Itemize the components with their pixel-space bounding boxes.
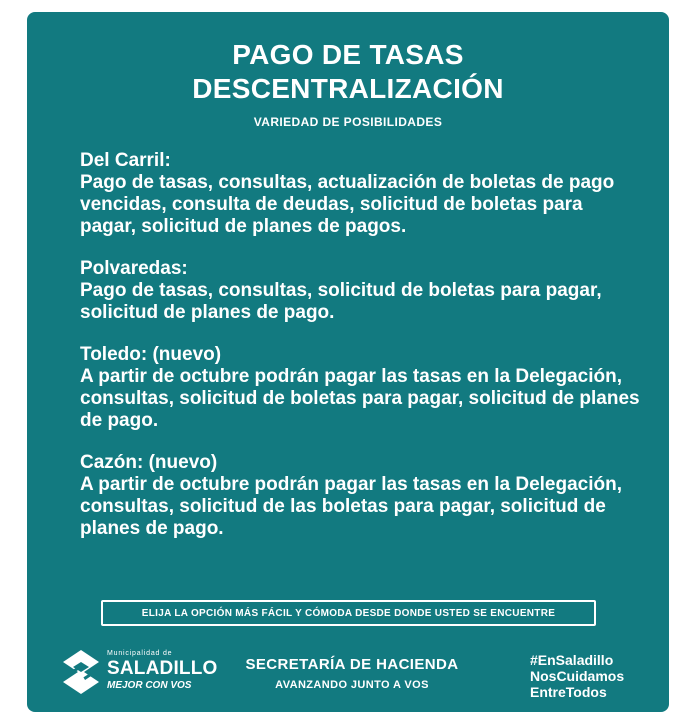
section-body: Pago de tasas, consultas, actualización de boletas de pago vencidas, consulta de deudas, solicitud de boletas para pagar, solicitud de planes de pagos. (80, 172, 615, 237)
section-del-carril (80, 150, 640, 238)
section-heading: Del Carril: (80, 150, 171, 171)
section-heading: Polvaredas: (80, 258, 188, 279)
department-motto: AVANZANDO JUNTO A VOS (275, 679, 429, 691)
page-title (27, 38, 669, 106)
info-banner (101, 600, 596, 626)
saladillo-logo-icon (61, 648, 101, 696)
logo-tagline: MEJOR CON VOS (107, 680, 192, 691)
section-heading: Cazón: (nuevo) (80, 452, 218, 473)
section-body: A partir de octubre podrán pagar las tasas en la Delegación, consultas, solicitud de las boletas para pagar, solicitud de planes de pago. (80, 474, 623, 539)
section-body: Pago de tasas, consultas, solicitud de boletas para pagar, solicitud de planes de pago. (80, 280, 602, 323)
title-line-1: PAGO DE TASAS (232, 39, 464, 70)
department-name: SECRETARÍA DE HACIENDA (245, 656, 459, 673)
banner-text: ELIJA LA OPCIÓN MÁS FÁCIL Y CÓMODA DESDE DONDE USTED SE ENCUENTRE (141, 607, 556, 619)
section-cazon (80, 452, 640, 540)
footer-department (217, 656, 487, 691)
title-line-2: DESCENTRALIZACIÓN (192, 73, 504, 104)
section-heading: Toledo: (nuevo) (80, 344, 222, 365)
section-body: A partir de octubre podrán pagar las tasas en la Delegación, consultas, solicitud de boletas para pagar, solicitud de planes de pago. (80, 366, 640, 431)
hashtag: EntreTodos (530, 684, 607, 700)
hashtag: NosCuidamos (530, 668, 625, 684)
saladillo-logo (61, 648, 218, 698)
section-polvaredas (80, 258, 640, 324)
logo-municipality: Municipalidad de (107, 650, 173, 657)
logo-name: SALADILLO (107, 658, 218, 679)
info-card (27, 12, 669, 712)
hashtags (530, 652, 660, 700)
hashtag: #EnSaladillo (530, 652, 614, 668)
sections-list (80, 150, 640, 560)
section-toledo (80, 344, 640, 432)
page-subtitle: VARIEDAD DE POSIBILIDADES (253, 115, 443, 129)
